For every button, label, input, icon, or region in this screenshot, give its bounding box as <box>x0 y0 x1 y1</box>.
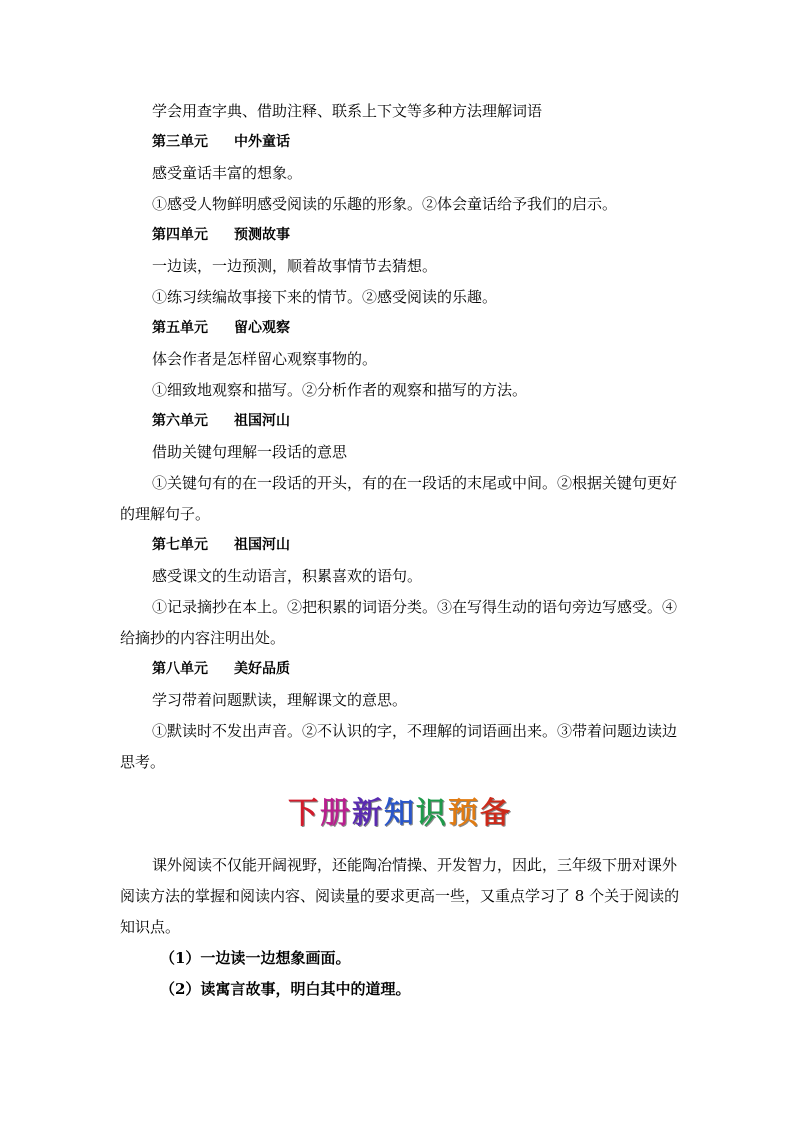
unit-heading <box>120 530 680 561</box>
banner-char: 新 <box>352 796 384 831</box>
unit-number: 第四单元 <box>152 227 208 243</box>
unit-topic: 祖国河山 <box>234 413 290 429</box>
unit-number: 第八单元 <box>152 661 208 677</box>
unit-topic: 留心观察 <box>234 320 290 336</box>
unit-goal: 借助关键句理解一段话的意思 <box>152 443 348 461</box>
section-banner <box>120 794 680 840</box>
unit-goal: 学习带着问题默读，理解课文的意思。 <box>152 691 408 709</box>
unit-heading <box>120 654 680 685</box>
banner-title <box>288 794 512 834</box>
banner-char: 册 <box>320 796 352 831</box>
unit-method: ①默读时不发出声音。②不认识的字，不理解的词语画出来。③带着问题边读边思考。 <box>120 722 678 771</box>
intro-line: 学会用查字典、借助注释、联系上下文等多种方法理解词语 <box>152 102 543 120</box>
unit-method: ①感受人物鲜明感受阅读的乐趣的形象。②体会童话给予我们的启示。 <box>152 195 618 213</box>
unit-goal: 感受课文的生动语言，积累喜欢的语句。 <box>152 567 423 585</box>
unit-number: 第三单元 <box>152 134 208 150</box>
unit-topic: 祖国河山 <box>234 537 290 553</box>
unit-method: ①细致地观察和描写。②分析作者的观察和描写的方法。 <box>152 381 528 399</box>
document-body <box>120 96 680 1005</box>
unit-heading <box>120 313 680 344</box>
knowledge-point: （2）读寓言故事，明白其中的道理。 <box>160 980 411 998</box>
unit-topic: 美好品质 <box>234 661 290 677</box>
unit-method: ①练习续编故事接下来的情节。②感受阅读的乐趣。 <box>152 288 498 306</box>
section-paragraph: 课外阅读不仅能开阔视野，还能陶冶情操、开发智力，因此，三年级下册对课外阅读方法的掌握和阅读内容、阅读量的要求更高一些，又重点学习了 8 个关于阅读的知识点。 <box>120 856 680 936</box>
unit-topic: 中外童话 <box>234 134 290 150</box>
unit-topic: 预测故事 <box>234 227 290 243</box>
unit-number: 第六单元 <box>152 413 208 429</box>
banner-char: 识 <box>416 796 448 831</box>
unit-method: ①记录摘抄在本上。②把积累的词语分类。③在写得生动的语句旁边写感受。④给摘抄的内容注明出处。 <box>120 598 678 647</box>
unit-heading <box>120 220 680 251</box>
unit-goal: 感受童话丰富的想象。 <box>152 164 303 182</box>
units-list <box>120 127 680 778</box>
banner-char: 下 <box>288 796 320 831</box>
unit-goal: 一边读，一边预测，顺着故事情节去猜想。 <box>152 257 438 275</box>
banner-char: 知 <box>384 796 416 831</box>
banner-char: 备 <box>480 796 512 831</box>
unit-number: 第七单元 <box>152 537 208 553</box>
unit-heading <box>120 127 680 158</box>
unit-method: ①关键句有的在一段话的开头，有的在一段话的末尾或中间。②根据关键句更好的理解句子。 <box>120 474 678 523</box>
banner-char: 预 <box>448 796 480 831</box>
knowledge-points <box>120 943 680 1005</box>
unit-goal: 体会作者是怎样留心观察事物的。 <box>152 350 378 368</box>
unit-heading <box>120 406 680 437</box>
unit-number: 第五单元 <box>152 320 208 336</box>
knowledge-point: （1）一边读一边想象画面。 <box>160 949 351 967</box>
